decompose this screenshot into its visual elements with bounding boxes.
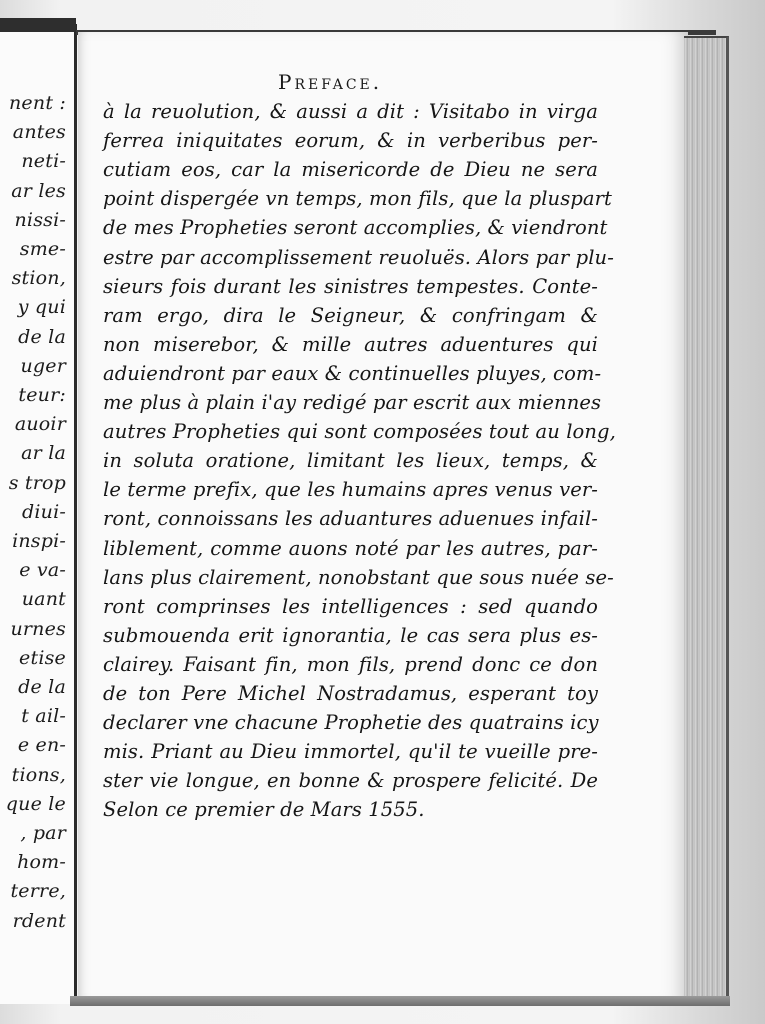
text-line: de mes Propheties seront accomplies, & viendront <box>103 216 608 240</box>
left-page-line: uger <box>20 354 66 377</box>
text-line: ferrea iniquitates eorum, & in verberibus per- <box>103 129 598 153</box>
text-line: ster vie longue, en bonne & prospere felicité. De <box>103 769 598 793</box>
text-line: lans plus clairement, nonobstant que sous nuée se- <box>103 565 614 589</box>
left-page-line: etise <box>19 646 66 669</box>
running-head: Preface. <box>278 70 383 94</box>
text-line: declarer vne chacune Prophetie des quatrains icy <box>103 711 599 735</box>
text-line: mis. Priant au Dieu immortel, qu'il te vueille pre- <box>103 740 598 764</box>
left-page-line: de la <box>18 676 66 698</box>
left-page-line: nent : <box>9 92 66 114</box>
left-page-line: antes <box>12 121 66 144</box>
text-line: non miserebor, & mille autres aduentures qui <box>103 332 598 356</box>
left-page-line: ar les <box>11 179 66 202</box>
text-line: clairey. Faisant fin, mon fils, prend donc ce don <box>103 652 598 676</box>
page-block-edges <box>684 36 729 1006</box>
left-page-line: teur: <box>18 384 66 406</box>
left-page-line: de la <box>18 325 66 348</box>
left-page-line: stion, <box>11 267 66 290</box>
left-page-line: uant <box>21 588 66 611</box>
text-line: liblement, comme auons noté par les autres, par- <box>103 536 598 560</box>
left-page-line: t ail- <box>21 705 66 728</box>
left-page-line: que le <box>5 792 66 815</box>
text-line: le terme prefix, que les humains apres venus ver- <box>103 478 598 502</box>
text-line: aduiendront par eaux & continuelles pluyes, com- <box>103 361 602 385</box>
text-line: point dispergée vn temps, mon fils, que la pluspart <box>103 187 612 211</box>
left-page-line: inspi- <box>12 530 66 552</box>
left-page-line: hom- <box>17 851 66 874</box>
page-bottom-edge <box>70 996 730 1006</box>
text-line: ront, connoissans les aduantures aduenues infail- <box>103 507 598 531</box>
left-page <box>0 24 77 1004</box>
text-line: autres Propheties qui sont composées tout au long, <box>103 420 616 444</box>
text-line: Selon ce premier de Mars 1555. <box>103 798 425 822</box>
text-line: estre par accomplissement reuoluës. Alors par plu- <box>103 245 614 269</box>
text-line: in soluta oratione, limitant les lieux, temps, & <box>103 449 598 473</box>
left-page-line: tions, <box>11 763 66 786</box>
text-line: de ton Pere Michel Nostradamus, esperant toy <box>103 682 598 705</box>
left-page-line: terre, <box>10 880 66 903</box>
left-page-line: s trop <box>8 471 66 494</box>
left-page-line: ar la <box>21 442 66 465</box>
left-page-line: , par <box>20 822 66 844</box>
text-line: submouenda erit ignorantia, le cas sera plus es- <box>103 623 598 647</box>
left-page-line: rdent <box>12 909 66 932</box>
text-line: sieurs fois durant les sinistres tempestes. Conte- <box>103 274 598 298</box>
text-line: me plus à plain i'ay redigé par escrit aux miennes <box>103 391 602 414</box>
text-line: ram ergo, dira le Seigneur, & confringam & <box>103 303 598 327</box>
left-page-line: nissi- <box>14 208 66 231</box>
left-page-line: neti- <box>21 150 66 173</box>
binding-shadow <box>0 18 76 32</box>
text-line: cutiam eos, car la misericorde de Dieu ne sera <box>103 158 598 182</box>
text-line: à la reuolution, & aussi a dit : Visitabo in virga <box>103 100 598 123</box>
left-page-line: diui- <box>22 500 66 523</box>
left-page-line: auoir <box>14 413 66 436</box>
text-line: ront comprinses les intelligences : sed quando <box>103 594 598 618</box>
left-page-line: sme- <box>19 238 66 260</box>
left-page-line: y qui <box>17 296 66 319</box>
left-page-line: e en- <box>17 734 66 757</box>
left-page-line: urnes <box>10 617 66 640</box>
left-page-line: e va- <box>19 559 66 582</box>
